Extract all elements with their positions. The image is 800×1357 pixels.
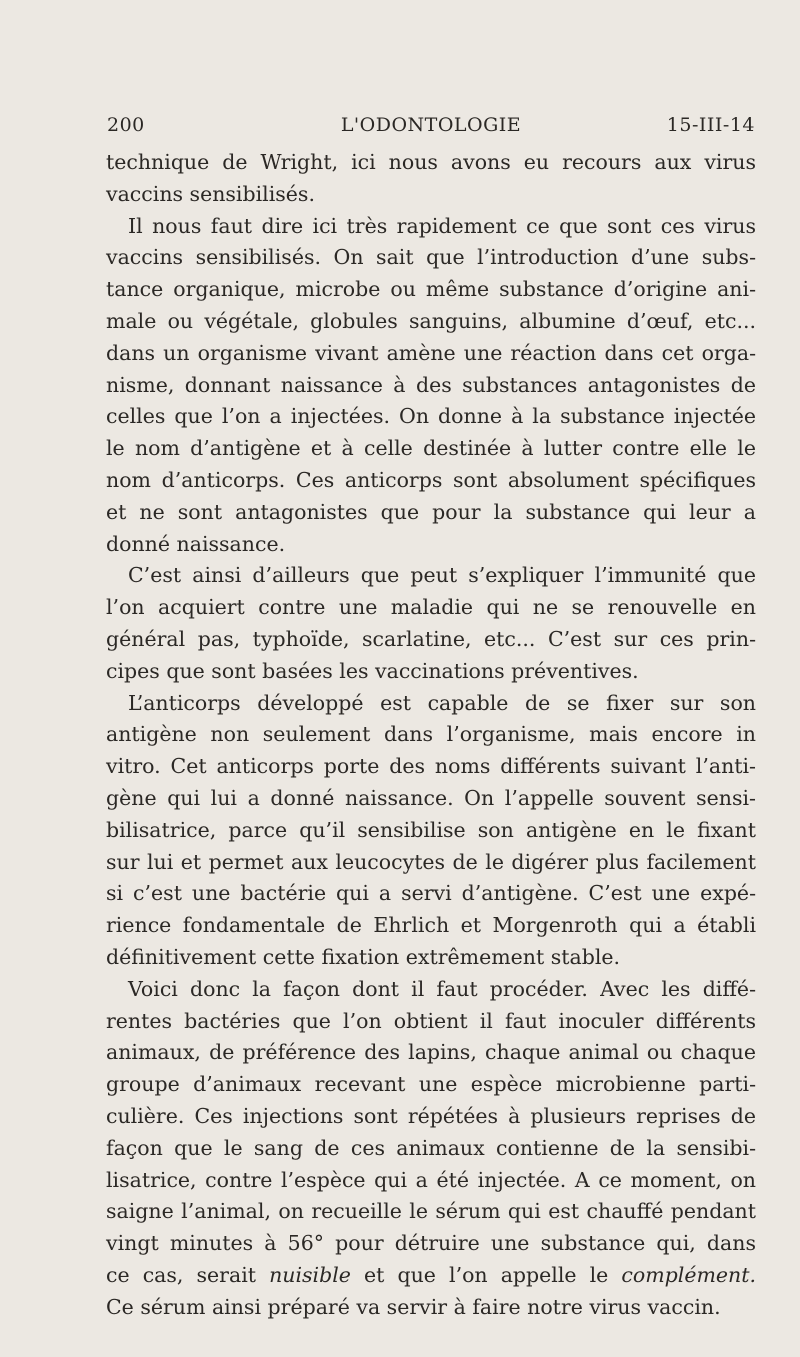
text-line: groupe d’animaux recevant une espèce microbienne parti-: [106, 1072, 756, 1097]
text-line: si c’est une bactérie qui a servi d’antigène. C’est une expé-: [106, 881, 756, 906]
text-line: antigène non seulement dans l’organisme, mais encore in: [106, 722, 756, 747]
text-line: Ce sérum ainsi préparé va servir à faire notre virus vaccin.: [106, 1294, 721, 1319]
italic-word: nuisible: [269, 1262, 351, 1287]
issue-date: 15-III-14: [666, 114, 755, 136]
text-line: gène qui lui a donné naissance. On l’appelle souvent sensi-: [106, 785, 756, 810]
text-line: nom d’anticorps. Ces anticorps sont absolument spécifiques: [106, 467, 756, 492]
text-line: [106, 1260, 756, 1292]
text-line: male ou végétale, globules sanguins, albumine d’œuf, etc...: [106, 308, 756, 333]
text-line: technique de Wright, ici nous avons eu recours aux virus: [106, 150, 756, 174]
italic-word: complément.: [621, 1262, 757, 1287]
text-line: vaccins sensibilisés.: [106, 181, 315, 206]
text-line: celles que l’on a injectées. On donne à la substance injectée: [106, 404, 756, 429]
text-line: l’on acquiert contre une maladie qui ne se renouvelle en: [106, 595, 756, 620]
text-line: cipes que sont basées les vaccinations préventives.: [106, 658, 639, 683]
text-line: définitivement cette fixation extrêmement stable.: [106, 944, 621, 969]
text-line: rience fondamentale de Ehrlich et Morgenroth qui a établi: [106, 913, 756, 938]
text-line: donné naissance.: [106, 531, 286, 556]
text-line: bilisatrice, parce qu’il sensibilise son antigène en le fixant: [106, 817, 756, 842]
text-line: lisatrice, contre l’espèce qui a été injectée. A ce moment, on: [106, 1167, 756, 1192]
text-run: et que l’on appelle le: [350, 1262, 622, 1287]
journal-title: L'ODONTOLOGIE: [340, 114, 522, 136]
text-line: vingt minutes à 56° pour détruire une substance qui, dans: [106, 1231, 756, 1256]
text-line: Il nous faut dire ici très rapidement ce que sont ces virus: [128, 213, 756, 238]
text-run: ce cas, serait: [106, 1262, 270, 1287]
text-line: le nom d’antigène et à celle destinée à lutter contre elle le: [106, 436, 756, 461]
text-line: saigne l’animal, on recueille le sérum qui est chauffé pendant: [106, 1199, 756, 1224]
text-line: culière. Ces injections sont répétées à plusieurs reprises de: [106, 1103, 756, 1128]
text-line: et ne sont antagonistes que pour la substance qui leur a: [106, 499, 756, 524]
text-line: dans un organisme vivant amène une réaction dans cet orga-: [106, 340, 756, 365]
text-line: vitro. Cet anticorps porte des noms différents suivant l’anti-: [106, 754, 756, 779]
text-line: général pas, typhoïde, scarlatine, etc... C’est sur ces prin-: [106, 626, 756, 651]
text-line: vaccins sensibilisés. On sait que l’introduction d’une subs-: [106, 245, 756, 270]
text-line: L’anticorps développé est capable de se fixer sur son: [128, 690, 756, 715]
text-line: Voici donc la façon dont il faut procéder. Avec les diffé-: [128, 976, 756, 1001]
text-line: sur lui et permet aux leucocytes de le digérer plus facilement: [106, 849, 756, 874]
text-line: nisme, donnant naissance à des substances antagonistes de: [106, 372, 756, 397]
text-line: animaux, de préférence des lapins, chaque animal ou chaque: [106, 1040, 756, 1065]
body-text: [106, 147, 756, 1323]
text-line: rentes bactéries que l’on obtient il faut inoculer différents: [106, 1008, 756, 1033]
text-line: C’est ainsi d’ailleurs que peut s’expliquer l’immunité que: [128, 563, 756, 588]
page-number: 200: [107, 114, 145, 136]
text-line: tance organique, microbe ou même substance d’origine ani-: [106, 277, 756, 302]
text-line: façon que le sang de ces animaux contienne de la sensibi-: [106, 1135, 756, 1160]
